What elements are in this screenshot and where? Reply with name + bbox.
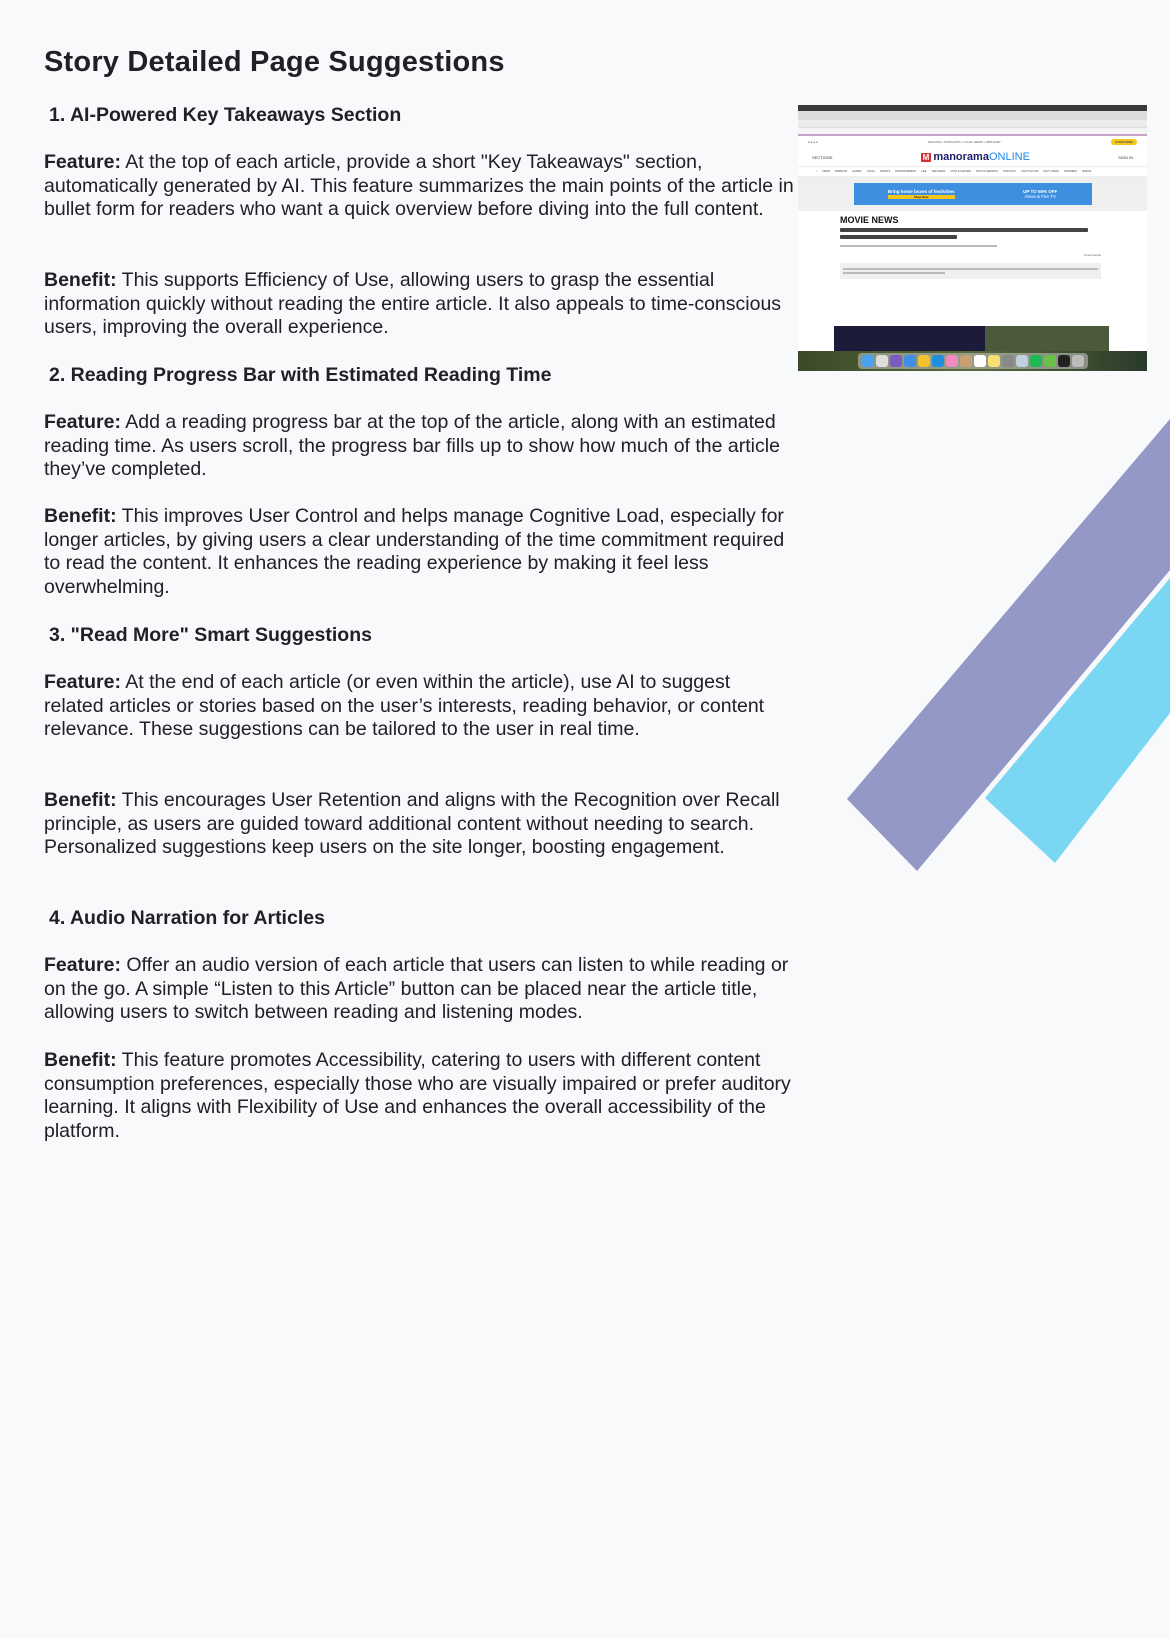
site-nav: ⌂ NEWS PREMIUM GLOBAL LOCAL SPORTS ENTERTAINMENT LIFE WELLNESS AUTO & LEISURE TECH & GADGETS HOR PLUS YOUTH & KIDS FACT CHECK BUSINESS VIDEOS [798,166,1147,177]
comments-count: 0 Comments [1083,253,1101,257]
section-name: MOVIE NEWS [840,215,899,225]
feature-paragraph [44,671,794,742]
website-screenshot [798,105,1147,371]
feature-paragraph [44,954,794,1025]
feature-paragraph [44,151,794,222]
home-icon: ⌂ [816,170,818,173]
byline [840,245,997,247]
manorama-logo: M manoramaONLINE [922,151,1030,163]
feature-text: At the top of each article, provide a short "Key Takeaways" section, automatically generated by AI. This feature summarizes the main points of the article in bullet form for readers who want a quick overview before diving into the full content. [44,151,794,221]
sections-menu: SECTIONS [812,154,833,160]
benefit-label: Benefit: [44,269,117,291]
benefit-text: This feature promotes Accessibility, catering to users with different content consumption preferences, especially those who are visually impaired or prefer auditory learning. It aligns with Flexibility of Use and enhances the overall accessibility of the platform. [44,1049,791,1142]
article-preview [798,211,1147,279]
feature-label: Feature: [44,411,121,433]
feature-label: Feature: [44,671,121,693]
page-title: Story Detailed Page Suggestions [44,46,505,78]
article-summary [840,263,1101,279]
feature-label: Feature: [44,954,121,976]
site-header [798,148,1147,166]
benefit-text: This supports Efficiency of Use, allowing users to grasp the essential information quickly without reading the entire article. It also appeals to time-conscious users, improving the overall experience. [44,269,782,339]
section-heading: 1. AI-Powered Key Takeaways Section [49,104,402,126]
headline-line [840,228,1088,232]
benefit-label: Benefit: [44,1049,117,1071]
social-icons: ● ● ● ● [808,140,818,144]
section-heading: 3. "Read More" Smart Suggestions [49,624,372,646]
benefit-label: Benefit: [44,505,117,527]
section-heading: 2. Reading Progress Bar with Estimated Reading Time [49,364,552,386]
top-links: ENGLISH • PODCASTS • LOCAL NEWS • OBITUARY [928,140,1001,144]
benefit-paragraph [44,505,794,599]
site-top-bar [798,136,1147,148]
benefit-text: This improves User Control and helps manage Cognitive Load, especially for longer articles, by giving users a clear understanding of the time commitment required to read the content. It enhances the reading experience by making it feel less overwhelming. [44,505,785,598]
subscribe-button: SUBSCRIBE [1111,139,1137,145]
benefit-paragraph [44,269,794,340]
sign-in-link: SIGN IN [1118,154,1133,160]
headline-line [840,235,957,239]
feature-text: Add a reading progress bar at the top of the article, along with an estimated reading time. As users scroll, the progress bar fills up to show how much of the article they’ve completed. [44,411,780,481]
browser-tabs [798,111,1147,120]
browser-url-bar [798,120,1147,128]
feature-paragraph [44,411,794,482]
feature-text: At the end of each article (or even within the article), use AI to suggest related articles or stories based on the user’s interests, reading behavior, or content relevance. These suggestions can be tailored to the user in real time. [44,671,765,741]
mac-dock [798,351,1147,371]
ad-banner-area [798,177,1147,211]
benefit-label: Benefit: [44,789,117,811]
benefit-paragraph [44,789,794,860]
bookmarks-bar [798,128,1147,136]
section-heading: 4. Audio Narration for Articles [49,907,325,929]
feature-text: Offer an audio version of each article that users can listen to while reading or on the go. A simple “Listen to this Article” button can be placed near the article title, allowing users to switch between reading and listening modes. [44,954,789,1024]
ad-banner: Bring home boxes of festivities Shop Now UP TO 55% OFF Alexa & Fire TV [854,183,1092,205]
feature-label: Feature: [44,151,121,173]
benefit-text: This encourages User Retention and aligns with the Recognition over Recall principle, as users are guided toward additional content without needing to search. Personalized suggestions keep users on the site longer, boosting engagement. [44,789,780,859]
benefit-paragraph [44,1049,794,1143]
